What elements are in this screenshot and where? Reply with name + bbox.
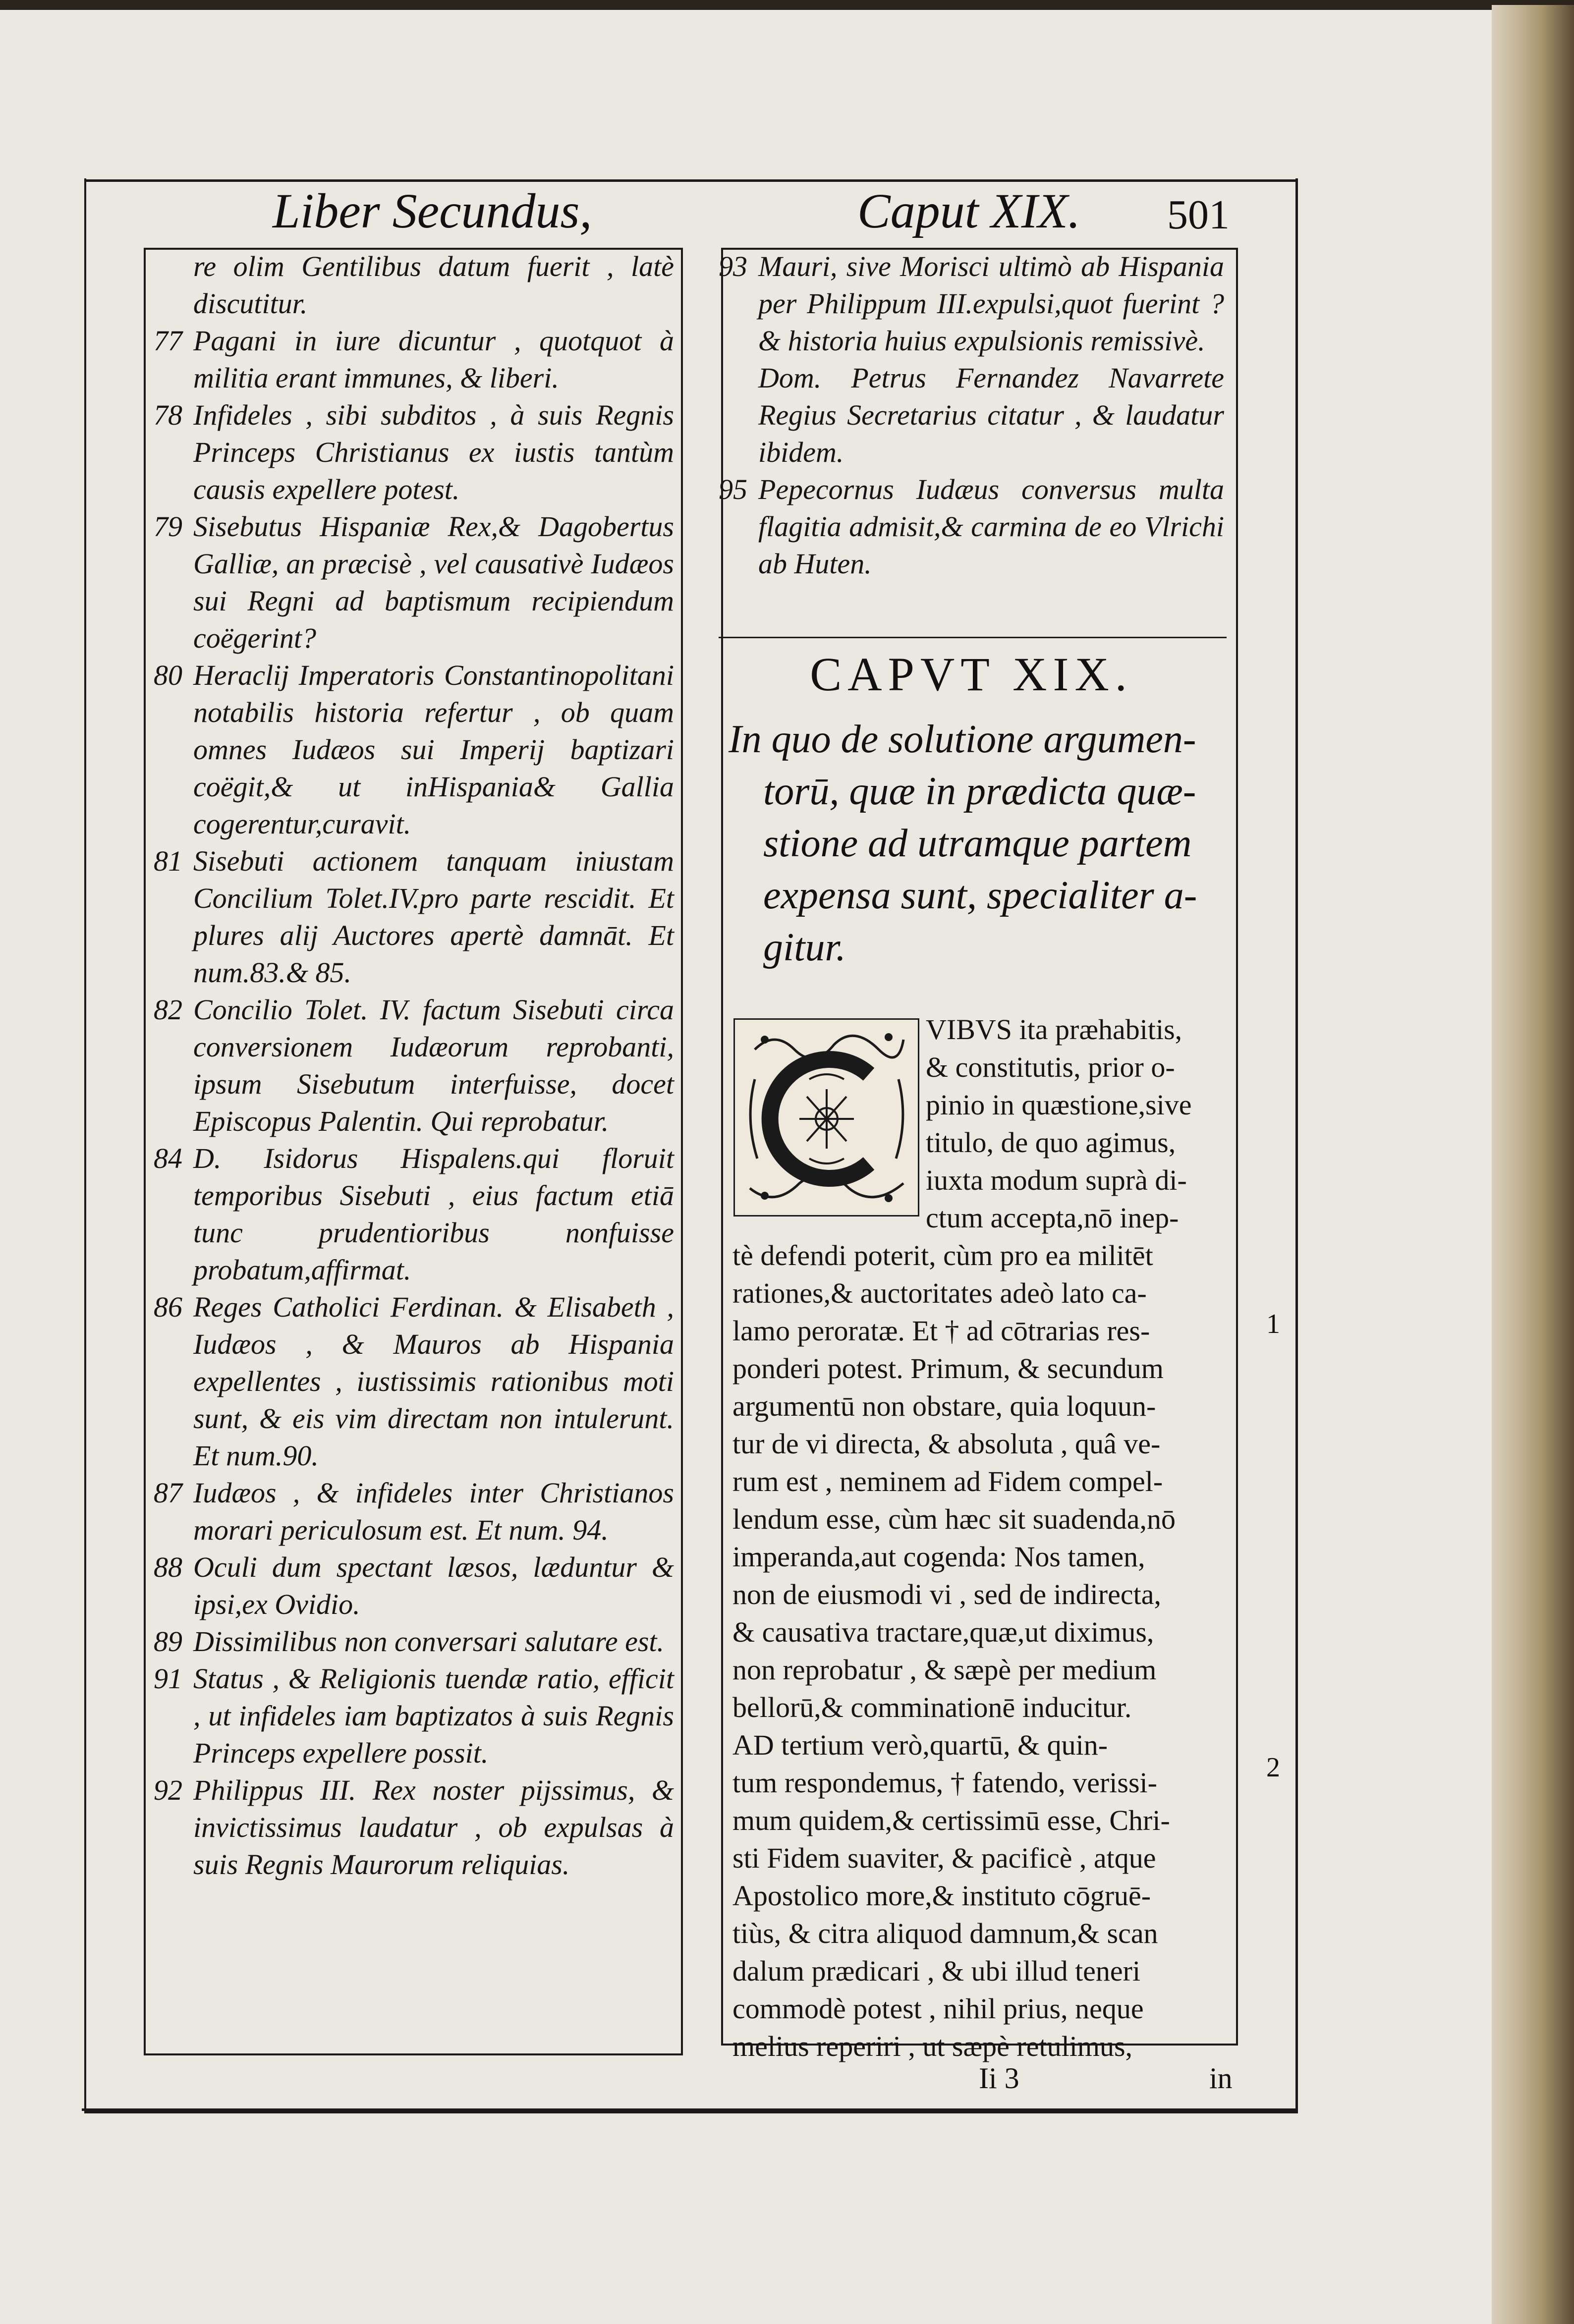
running-head-center: Caput XIX.	[857, 183, 1080, 238]
summary-entry: 88 Oculi dum spectant læsos, læduntur & ipsi,ex Ovidio.	[154, 1551, 674, 1620]
summary-entry: re olim Gentilibus datum fuerit , latè discutitur.	[193, 250, 674, 320]
page-edge	[1492, 5, 1574, 2324]
summary-entry: 91 Status , & Religionis tuendæ ratio, efficit , ut infideles iam baptizatos à suis Regnis Princeps expellere possit.	[154, 1662, 674, 1769]
summary-entry: 93 Mauri, sive Morisci ultimò ab Hispania per Philippum III.expulsi,quot fuerint ? & historia huius expulsionis remissivè.	[719, 250, 1224, 357]
summary-list-left	[154, 248, 674, 1883]
catchword: in	[1209, 2062, 1233, 2095]
summary-entry: 89 Dissimilibus non conversari salutare est.	[154, 1625, 665, 1658]
summary-entry: 95 Pepecornus Iudæus conversus multa flagitia admisit,& carmina de eo Vlrichi ab Huten.	[719, 473, 1224, 580]
chapter-body: VIBVS ita præhabitis, & constitutis, prior o- pinio in quæstione,sive titulo, de quo agimus, iuxta modum suprà di- ctum accepta,nō inep- tè defendi poterit, cùm pro ea militēt rationes,& auctoritates adeò lato ca- lamo peroratæ. Et † ad cōtrarias res- ponderi potest. Primum, & secundum argumentū non obstare, quia loquun- tur de vi directa, & absoluta , quâ ve- rum est , neminem ad Fidem compel- lendum esse, cùm hæc sit suadenda,nō imperanda,aut cogenda: Nos tamen, non de eiusmodi vi , sed de indirecta, & causativa tractare,quæ,ut diximus, non reprobatur , & sæpè per medium bellorū,& comminationē inducitur. AD tertium verò,quartū, & quin- tum respondemus, † fatendo, verissi- mum quidem,& certissimū esse, Chri- sti Fidem suaviter, & pacificè , atque Apostolico more,& instituto cōgruē- tiùs, & citra aliquod damnum,& scan dalum prædicari , & ubi illud teneri commodè potest , nihil prius, neque melius reperiri , ut sæpè retulimus,	[732, 1013, 1192, 2062]
footer-rule	[82, 2108, 1296, 2111]
summary-entry: 86 Reges Catholici Ferdinan. & Elisabeth , Iudæos , & Mauros ab Hispania expellentes , iustissimis rationibus moti sunt, & eis vim directam non intulerunt. Et num.90.	[154, 1291, 674, 1472]
summary-entry: Dom. Petrus Fernandez Navarrete Regius Secretarius citatur , & laudatur ibidem.	[758, 362, 1224, 468]
chapter-subtitle: In quo de solutione argumen- torū, quæ in prædicta quæ- stione ad utramque partem expensa sunt, specialiter a- gitur.	[729, 718, 1197, 969]
section-divider	[719, 637, 1227, 638]
summary-entry: 80 Heraclij Imperatoris Constantinopolitani notabilis historia refertur , ob quam omnes Iudæos sui Imperij baptizari coëgit,& ut inHispania& Gallia cogerentur,curavit.	[154, 659, 674, 840]
chapter-title: CAPVT XIX.	[810, 648, 1133, 701]
margin-note-1: 1	[1266, 1309, 1280, 1339]
summary-list-right	[719, 248, 1224, 582]
summary-entry: 77 Pagani in iure dicuntur , quotquot à militia erant immunes, & liberi.	[154, 325, 674, 394]
summary-entry: 81 Sisebuti actionem tanquam iniustam Concilium Tolet.IV.pro parte rescidit. Et plures alij Auctores apertè damnāt. Et num.83.& 85.	[154, 845, 674, 989]
running-head-left: Liber Secundus,	[273, 183, 592, 238]
margin-note-2: 2	[1266, 1752, 1280, 1783]
summary-entry: 84 D. Isidorus Hispalens.qui floruit temporibus Sisebuti , eius factum etiā tunc prudentioribus nonfuisse probatum,affirmat.	[154, 1142, 674, 1286]
page-number: 501	[1167, 192, 1230, 238]
summary-entry: 87 Iudæos , & infideles inter Christianos morari periculosum est. Et num. 94.	[154, 1477, 674, 1546]
summary-entry: 79 Sisebutus Hispaniæ Rex,& Dagobertus Galliæ, an præcisè , vel causativè Iudæos sui Regni ad baptismum recipiendum coëgerint?	[154, 510, 674, 654]
summary-entry: 92 Philippus III. Rex noster pijssimus, & invictissimus laudatur , ob expulsas à suis Regnis Maurorum reliquias.	[154, 1774, 674, 1881]
summary-entry: 78 Infideles , sibi subditos , à suis Regnis Princeps Christianus ex iustis tantùm causis expellere potest.	[154, 399, 674, 505]
summary-entry: 82 Concilio Tolet. IV. factum Sisebuti circa conversionem Iudæorum reprobanti, ipsum Sisebutum interfuisse, docet Episcopus Palentin. Qui reprobatur.	[154, 994, 674, 1137]
signature-mark: Ii 3	[979, 2062, 1019, 2095]
